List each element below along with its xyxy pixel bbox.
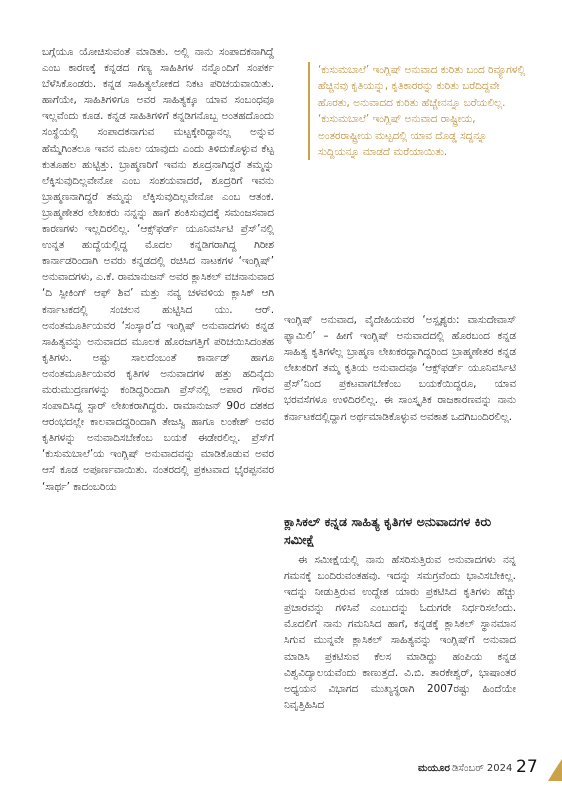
pull-quote: [308, 62, 528, 160]
body-paragraph: ಈ ಸಮೀಕ್ಷೆಯಲ್ಲಿ ನಾನು ಹೆಸರಿಸುತ್ತಿರುವ ಅನುವಾದಗಳು ನನ್ನ ಗಮನಕ್ಕೆ ಬಂದಿರುವಂತಹವು. ಇದನ್ನು ಸಮಗ್ರವೆಂದು ಭಾವಿಸಬೇಕಿಲ್ಲ. ಇದನ್ನು ನೀಡುತ್ತಿರುವ ಉದ್ದೇಶ ಯಾರು ಪ್ರಕಟಿಸಿದ ಕೃತಿಗಳು ಹೆಚ್ಚು ಪ್ರಚಾರವನ್ನು ಗಳಿಸಿವೆ ಎಂಬುದನ್ನು ಓದುಗರೇ ನಿರ್ಧರಿಸಲೆಂದು. ಮೊದಲಿಗೆ ನಾನು ಗಮನಿಸಿದ ಹಾಗೆ, ಕನ್ನಡಕ್ಕೆ ಕ್ಲಾಸಿಕಲ್ ಸ್ಥಾನಮಾನ ಸಿಗುವ ಮುನ್ನವೇ ಕ್ಲಾಸಿಕಲ್ ಸಾಹಿತ್ಯವನ್ನು ಇಂಗ್ಲಿಷ್‌ಗೆ ಅನುವಾದ ಮಾಡಿಸಿ ಪ್ರಕಟಿಸುವ ಕೆಲಸ ಮಾಡಿದ್ದು ಹಂಪಿಯ ಕನ್ನಡ ವಿಶ್ವವಿದ್ಯಾಲಯವೆಂದು ಕಾಣುತ್ತದೆ. ವಿ.ಬಿ. ತಾರಕೇಶ್ವರ್, ಭಾಷಾಂತರ ಅಧ್ಯಯನ ವಿಭಾಗದ ಮುಖ್ಯಸ್ಥರಾಗಿ 2007ರಷ್ಟು ಹಿಂದೆಯೇ ನಿವೃತ್ತಿಹಿಸಿದ: [284, 554, 516, 711]
pull-quote-text: ‘ಕುಸುಮಬಾಲೆ’ ಇಂಗ್ಲಿಷ್ ಅನುವಾದ ಕುರಿತು ಬಂದ ರಿವ್ಯೂಗಳಲ್ಲಿ ಹೆಚ್ಚಿನವು ಕೃತಿಯನ್ನು, ಕೃತಿಕಾರರನ್ನು ಕುರಿತು ಬರೆದಿದ್ದವೇ ಹೊರತು, ಅನುವಾದದ ಕುರಿತು ಹೆಚ್ಚೇನನ್ನೂ ಬರೆಯಲಿಲ್ಲ. ‘ಕುಸುಮಬಾಲೆ’ ಇಂಗ್ಲಿಷ್ ಅನುವಾದ ರಾಷ್ಟ್ರೀಯ, ಅಂತರರಾಷ್ಟ್ರೀಯ ಮಟ್ಟದಲ್ಲಿ ಯಾವ ದೊಡ್ಡ ಸದ್ದನ್ನೂ ಸುದ್ದಿಯನ್ನೂ ಮಾಡದೆ ಮರೆಯಾಯಿತು.: [318, 64, 526, 159]
left-column: [42, 44, 274, 495]
section-heading: ಕ್ಲಾಸಿಕಲ್ ಕನ್ನಡ ಸಾಹಿತ್ಯ ಕೃತಿಗಳ ಅನುವಾದಗಳ ಕಿರು ಸಮೀಕ್ಷೆ: [284, 514, 492, 547]
body-paragraph: ಇಂಗ್ಲಿಷ್ ಅನುವಾದ, ವೈದೇಹಿಯವರ ‘ಅಸ್ಪೃಶ್ಯರು: ವಾಸುದೇವಾಸ್ ಫ್ಯಾಮಿಲಿ’ – ಹೀಗೆ ಇಂಗ್ಲಿಷ್ ಅನುವಾದದಲ್ಲಿ ಹೊರಬಂದ ಕನ್ನಡ ಸಾಹಿತ್ಯ ಕೃತಿಗಳೆಲ್ಲ ಬ್ರಾಹ್ಮಣ ಲೇಖಕರದ್ದಾಗಿದ್ದರಿಂದ ಬ್ರಾಹ್ಮಣೇತರ ಕನ್ನಡ ಲೇಖಕರಿಗೆ ತಮ್ಮ ಕೃತಿಯ ಅನುವಾದವೂ ‘ಆಕ್ಸ್‌ಫರ್ಡ್ ಯೂನಿವರ್ಸಿಟಿ ಪ್ರೆಸ್’ನಿಂದ ಪ್ರಕಟವಾಗಬೇಕೆಂಬ ಬಯಕೆಯಿದ್ದರೂ, ಯಾವ ಭರವಸೆಗಳೂ ಉಳಿದಿರಲಿಲ್ಲ. ಈ ಸಾಂಸ್ಕೃತಿಕ ರಾಜಕಾರಣವನ್ನು ನಾನು ಕರ್ನಾಟಕದಲ್ಲಿದ್ದಾಗ ಅರ್ಥಮಾಡಿಕೊಳ್ಳುವ ಅವಕಾಶ ಒದಗಿಬಂದಿರಲಿಲ್ಲ.: [284, 314, 516, 423]
page-number: 27: [516, 757, 538, 777]
corner-ornament-icon: [544, 759, 562, 781]
magazine-logo: ಮಯೂರ: [418, 763, 450, 774]
page-footer: [0, 759, 562, 783]
body-paragraph: ಬಗ್ಗೆಯೂ ಯೋಚಿಸುವಂತೆ ಮಾಡಿತು. ಅಲ್ಲಿ ನಾನು ಸಂಪಾದಕನಾಗಿದ್ದೆ ಎಂಬ ಕಾರಣಕ್ಕೆ ಕನ್ನಡದ ಗಣ್ಯ ಸಾಹಿತಿಗಳ ನನ್ನೊಂದಿಗೆ ಸಂಪರ್ಕ ಬೆಳೆಸಿಕೊಂಡರು. ಕನ್ನಡ ಸಾಹಿತ್ಯಲೋಕದ ನಿಕಟ ಪರಿಚಯವಾಯಿತು. ಹಾಗೆಯೇ, ಸಾಹಿತಿಗಳಿಗೂ ಅವರ ಸಾಹಿತ್ಯಕ್ಕೂ ಯಾವ ಸಂಬಂಧವೂ ಇಲ್ಲವೆಂದು ಕೂಡ. ಕನ್ನಡ ಸಾಹಿತಿಗಳಿಗೆ ಕನ್ನಡಿಗನೊಬ್ಬ ಅಂತಹದೊಂದು ಸಂಸ್ಥೆಯಲ್ಲಿ ಸಂಪಾದಕನಾಗುವ ಮಟ್ಟಕ್ಕೇರಿದ್ದಾನಲ್ಲ ಅನ್ನುವ ಹೆಮ್ಮೆಗಿಂತಲೂ ಇವನ ಮೂಲ ಯಾವುದು ಎಂದು ತಿಳಿದುಕೊಳ್ಳುವ ಕೆಟ್ಟ ಕುತೂಹಲ ಹುಟ್ಟಿತ್ತು. ಬ್ರಾಹ್ಮಣರಿಗೆ ಇವನು ಶೂದ್ರನಾಗಿದ್ದರೆ ತಮ್ಮನ್ನು ಲೆಕ್ಕಿಸುವುದಿಲ್ಲವೇನೋ ಎಂಬ ಸಂಶಯವಾದರೆ, ಶೂದ್ರರಿಗೆ ಇವನು ಬ್ರಾಹ್ಮಣನಾಗಿದ್ದರೆ ತಮ್ಮನ್ನು ಲೆಕ್ಕಿಸುವುದಿಲ್ಲವೇನೋ ಎಂಬ ಆತಂಕ. ಬ್ರಾಹ್ಮಣೇತರ ಲೇಖಕರು ನನ್ನನ್ನು ಹಾಗೆ ಶಂಕಿಸುವುದಕ್ಕೆ ಸಮಂಜಸವಾದ ಕಾರಣಗಳು ಇಲ್ಲದಿರಲಿಲ್ಲ. ‘ಆಕ್ಸ್‌ಫರ್ಡ್ ಯೂನಿವರ್ಸಿಟಿ ಪ್ರೆಸ್’ನಲ್ಲಿ ಉನ್ನತ ಹುದ್ದೆಯಲ್ಲಿದ್ದ ಮೊದಲ ಕನ್ನಡಿಗರಾಗಿದ್ದ ಗಿರೀಶ ಕಾರ್ನಾಡರಿಂದಾಗಿ ಅವರು ಕನ್ನಡದಲ್ಲಿ ರಚಿಸಿದ ನಾಟಕಗಳ ‘ಇಂಗ್ಲಿಷ್’ ಅನುವಾದಗಳು, ಎ.ಕೆ. ರಾಮಾನುಜನ್ ಅವರ ಕ್ಲಾಸಿಕಲ್ ವಚನಾನುವಾದ ‘ದಿ ಸ್ಪೀಕಿಂಗ್ ಆಫ್ ಶಿವ’ ಮತ್ತು ನವ್ಯ ಚಳವಳಿಯ ಕ್ಲಾಸಿಕ್ ಆಗಿ ಕರ್ನಾಟಕದಲ್ಲಿ ಸಂಚಲನ ಹುಟ್ಟಿಸಿದ ಯು. ಆರ್. ಅನಂತಮೂರ್ತಿಯವರ ‘ಸಂಸ್ಕಾರ’ದ ಇಂಗ್ಲಿಷ್ ಅನುವಾದಗಳು ಕನ್ನಡ ಸಾಹಿತ್ಯವನ್ನು ಅನುವಾದದ ಮೂಲಕ ಹೊರಜಗತ್ತಿಗೆ ಪರಿಚಯಿಸಿದಂತಹ ಕೃತಿಗಳು. ಅಷ್ಟು ಸಾಲದೆಂಬಂತೆ ಕಾರ್ನಾಡ್ ಹಾಗೂ ಅನಂತಮೂರ್ತಿಯವರ ಕೃತಿಗಳ ಅನುವಾದಗಳ ಹತ್ತು ಹದಿನೈದು ಮರುಮುದ್ರಣಗಳನ್ನು ಕಂಡಿದ್ದರಿಂದಾಗಿ ಪ್ರೆಸ್‌ನಲ್ಲಿ ಅಪಾರ ಗೌರವ ಸಂಪಾದಿಸಿದ್ದ ಸ್ಟಾರ್ ಲೇಖಕರಾಗಿದ್ದರು. ರಾಮಾನುಜನ್ 90ರ ದಶಕದ ಆರಂಭದಲ್ಲೇ ಕಾಲವಾದದ್ದರಿಂದಾಗಿ ತೇಜಸ್ವಿ ಹಾಗೂ ಲಂಕೇಶ್ ಅವರ ಕೃತಿಗಳನ್ನು ಅನುವಾದಿಸಬೇಕೆಂಬ ಬಯಕೆ ಈಡೇರಲಿಲ್ಲ. ಪ್ರೆಸ್‌ಗೆ ‘ಕುಸುಮಬಾಲೆ’ಯ ಇಂಗ್ಲಿಷ್ ಅನುವಾದವನ್ನು ಮಾಡಿಕೊಡುವ ಅವರ ಆಸೆ ಕೂಡ ಅಪೂರ್ಣವಾಯಿತು. ನಂತರದಲ್ಲಿ ಪ್ರಕಟವಾದ ಭೈರಪ್ಪನವರ ‘ಸಾರ್ಥ’ ಕಾದಂಬರಿಯ: [42, 46, 274, 493]
issue-date: ಡಿಸೆಂಬರ್ 2024: [452, 763, 513, 774]
section-body: [284, 552, 516, 713]
right-column: [284, 312, 516, 425]
